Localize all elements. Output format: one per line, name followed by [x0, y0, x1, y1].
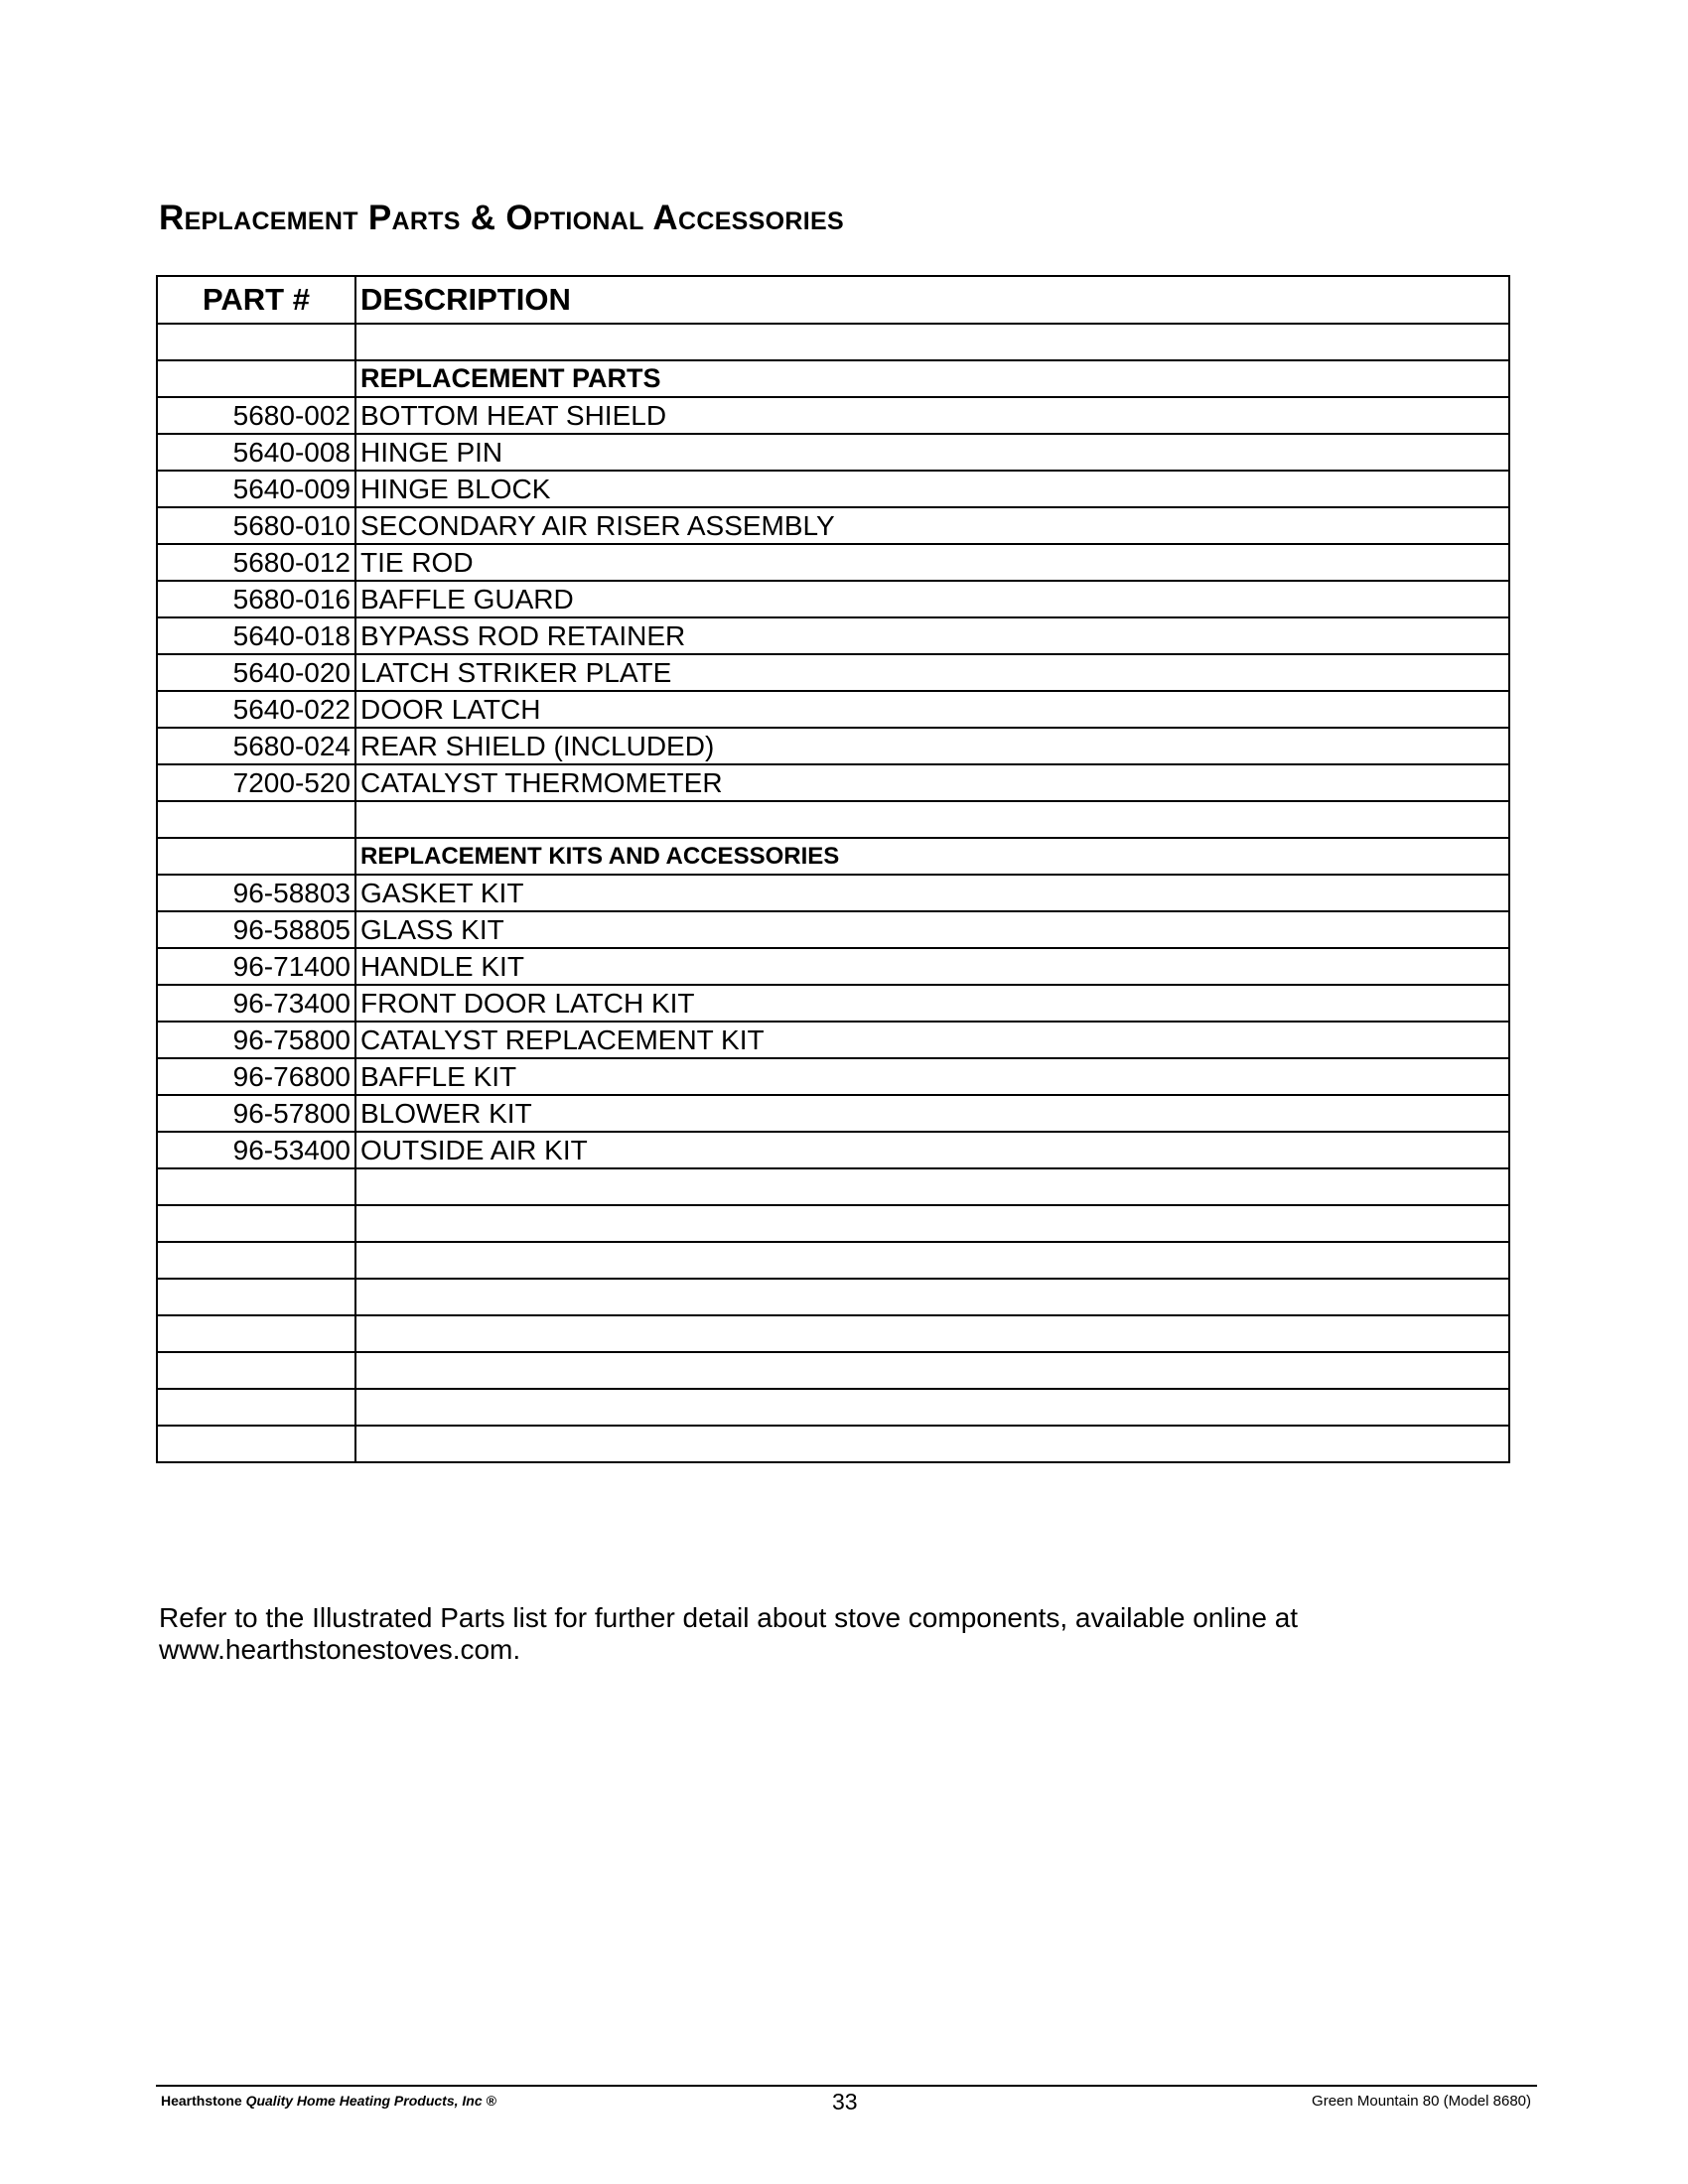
blank-row — [157, 1205, 1509, 1242]
blank-cell — [157, 1242, 355, 1279]
table-row — [157, 728, 1509, 764]
description-cell: HINGE BLOCK — [355, 471, 1509, 507]
table-row — [157, 911, 1509, 948]
part-number-cell: 96-57800 — [157, 1095, 355, 1132]
table-header-row — [157, 276, 1509, 324]
footer-brand: Hearthstone — [161, 2093, 242, 2109]
part-number-cell: 5640-018 — [157, 617, 355, 654]
parts-list-note: Refer to the Illustrated Parts list for further detail about stove components, available online at www.hearthstonestoves.com. — [159, 1602, 1299, 1665]
kits-heading: REPLACEMENT KITS AND ACCESSORIES — [355, 838, 1509, 875]
blank-row — [157, 1279, 1509, 1315]
description-cell: FRONT DOOR LATCH KIT — [355, 985, 1509, 1022]
blank-cell — [355, 1242, 1509, 1279]
blank-row — [157, 1242, 1509, 1279]
replacement-parts-heading: REPLACEMENT PARTS — [355, 360, 1509, 397]
part-number-cell: 96-73400 — [157, 985, 355, 1022]
section-heading-row — [157, 838, 1509, 875]
table-row — [157, 581, 1509, 617]
description-cell: GLASS KIT — [355, 911, 1509, 948]
blank-cell — [157, 360, 355, 397]
description-header: DESCRIPTION — [355, 276, 1509, 324]
part-number-cell: 5640-022 — [157, 691, 355, 728]
part-number-header: PART # — [157, 276, 355, 324]
table-row — [157, 434, 1509, 471]
description-cell: SECONDARY AIR RISER ASSEMBLY — [355, 507, 1509, 544]
table-row — [157, 471, 1509, 507]
table-row — [157, 1022, 1509, 1058]
table-row — [157, 507, 1509, 544]
blank-cell — [157, 1279, 355, 1315]
description-cell: BYPASS ROD RETAINER — [355, 617, 1509, 654]
blank-cell — [157, 1205, 355, 1242]
page-number: 33 — [832, 2089, 858, 2115]
blank-cell — [157, 1389, 355, 1426]
blank-cell — [157, 1352, 355, 1389]
blank-row — [157, 1168, 1509, 1205]
part-number-cell: 7200-520 — [157, 764, 355, 801]
blank-cell — [157, 838, 355, 875]
footer-tagline: Quality Home Heating Products, Inc ® — [245, 2093, 496, 2109]
description-cell: LATCH STRIKER PLATE — [355, 654, 1509, 691]
description-cell: GASKET KIT — [355, 875, 1509, 911]
blank-cell — [355, 1279, 1509, 1315]
table-row — [157, 764, 1509, 801]
blank-cell — [355, 1389, 1509, 1426]
table-row — [157, 617, 1509, 654]
description-cell: BLOWER KIT — [355, 1095, 1509, 1132]
table-row — [157, 948, 1509, 985]
part-number-cell: 5640-020 — [157, 654, 355, 691]
blank-row — [157, 1389, 1509, 1426]
description-cell: HANDLE KIT — [355, 948, 1509, 985]
blank-cell — [157, 1168, 355, 1205]
blank-row — [157, 1352, 1509, 1389]
description-cell: DOOR LATCH — [355, 691, 1509, 728]
table-row — [157, 1058, 1509, 1095]
blank-cell — [355, 324, 1509, 360]
part-number-cell: 5680-002 — [157, 397, 355, 434]
description-cell: CATALYST THERMOMETER — [355, 764, 1509, 801]
blank-cell — [157, 324, 355, 360]
description-cell: OUTSIDE AIR KIT — [355, 1132, 1509, 1168]
blank-cell — [355, 1352, 1509, 1389]
blank-row — [157, 324, 1509, 360]
table-row — [157, 397, 1509, 434]
table-row — [157, 544, 1509, 581]
description-cell: TIE ROD — [355, 544, 1509, 581]
blank-cell — [355, 1205, 1509, 1242]
table-row — [157, 985, 1509, 1022]
parts-table-body — [157, 276, 1509, 1462]
description-cell: HINGE PIN — [355, 434, 1509, 471]
part-number-cell: 96-58805 — [157, 911, 355, 948]
description-cell: BOTTOM HEAT SHIELD — [355, 397, 1509, 434]
part-number-cell: 5640-009 — [157, 471, 355, 507]
part-number-cell: 5680-024 — [157, 728, 355, 764]
part-number-cell: 96-76800 — [157, 1058, 355, 1095]
part-number-cell: 5680-012 — [157, 544, 355, 581]
part-number-cell: 96-58803 — [157, 875, 355, 911]
blank-cell — [157, 1315, 355, 1352]
blank-row — [157, 801, 1509, 838]
blank-cell — [157, 1426, 355, 1462]
blank-cell — [157, 801, 355, 838]
parts-table — [156, 275, 1510, 1463]
footer-divider — [156, 2085, 1537, 2087]
blank-row — [157, 1315, 1509, 1352]
page-title: Replacement Parts & Optional Accessories — [159, 199, 844, 237]
part-number-cell: 5640-008 — [157, 434, 355, 471]
table-row — [157, 1132, 1509, 1168]
blank-cell — [355, 801, 1509, 838]
footer-model: Green Mountain 80 (Model 8680) — [1312, 2093, 1531, 2110]
part-number-cell: 96-53400 — [157, 1132, 355, 1168]
blank-row — [157, 1426, 1509, 1462]
table-row — [157, 875, 1509, 911]
part-number-cell: 96-71400 — [157, 948, 355, 985]
description-cell: BAFFLE GUARD — [355, 581, 1509, 617]
description-cell: CATALYST REPLACEMENT KIT — [355, 1022, 1509, 1058]
description-cell: REAR SHIELD (INCLUDED) — [355, 728, 1509, 764]
blank-cell — [355, 1315, 1509, 1352]
part-number-cell: 5680-016 — [157, 581, 355, 617]
blank-cell — [355, 1168, 1509, 1205]
table-row — [157, 1095, 1509, 1132]
blank-cell — [355, 1426, 1509, 1462]
description-cell: BAFFLE KIT — [355, 1058, 1509, 1095]
table-row — [157, 654, 1509, 691]
part-number-cell: 5680-010 — [157, 507, 355, 544]
section-heading-row — [157, 360, 1509, 397]
table-row — [157, 691, 1509, 728]
footer-company — [161, 2093, 496, 2109]
part-number-cell: 96-75800 — [157, 1022, 355, 1058]
